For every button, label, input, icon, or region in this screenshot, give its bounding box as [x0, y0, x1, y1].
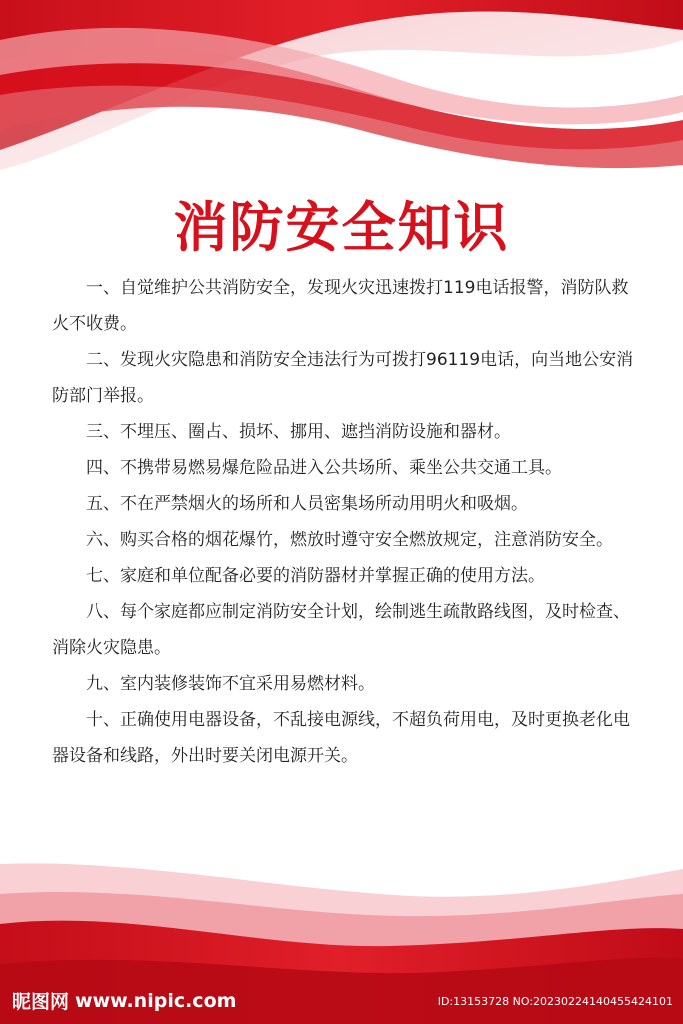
rule-item: 二、发现火灾隐患和消防安全违法行为可拨打96119电话，向当地公安消防部门举报。 — [52, 350, 634, 406]
rule-item: 四、不携带易燃易爆危险品进入公共场所、乘坐公共交通工具。 — [86, 458, 562, 478]
rule-item: 一、自觉维护公共消防安全，发现火灾迅速拨打119电话报警，消防队救火不收费。 — [52, 278, 629, 334]
rule-item: 八、每个家庭都应制定消防安全计划，绘制逃生疏散路线图，及时检查、消除火灾隐患。 — [52, 602, 630, 658]
watermark-brand-text: 昵图网 — [12, 991, 70, 1013]
image-id-text: ID:13153728 NO:20230224140455424101 — [437, 995, 673, 1008]
rule-item: 三、不埋压、圈占、损坏、挪用、遮挡消防设施和器材。 — [86, 422, 511, 442]
rule-item: 六、购买合格的烟花爆竹，燃放时遵守安全燃放规定，注意消防安全。 — [86, 530, 613, 550]
rule-item: 五、不在严禁烟火的场所和人员密集场所动用明火和吸烟。 — [86, 494, 528, 514]
rule-item: 十、正确使用电器设备，不乱接电源线，不超负荷用电，及时更换老化电器设备和线路，外出时要关闭电源开关。 — [52, 710, 630, 766]
rules-list — [52, 270, 637, 774]
poster-title: 消防安全知识 — [173, 196, 510, 259]
watermark-brand — [12, 987, 236, 1014]
rule-item: 九、室内装修装饰不宜采用易燃材料。 — [86, 674, 375, 694]
rule-item: 七、家庭和单位配备必要的消防器材并掌握正确的使用方法。 — [86, 566, 545, 586]
top-wave-decoration — [0, 0, 683, 180]
watermark-url: www.nipic.com — [75, 989, 237, 1012]
